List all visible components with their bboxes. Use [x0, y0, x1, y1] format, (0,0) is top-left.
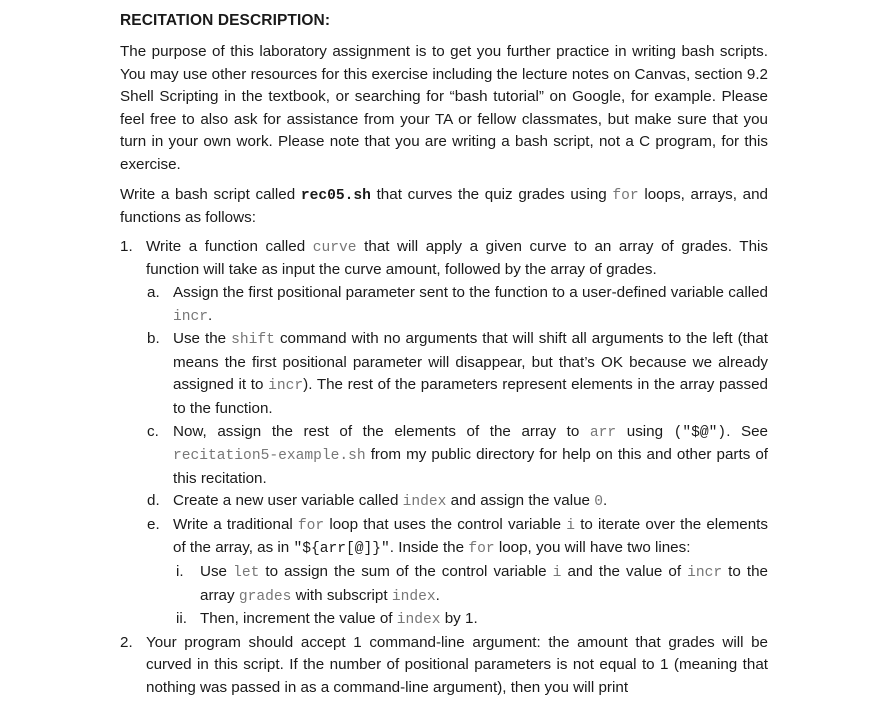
list-item-1e-i	[176, 561, 768, 608]
code-inline: 0	[594, 494, 603, 511]
code-inline: incr	[173, 308, 209, 325]
text: loop, you will have two lines:	[494, 539, 691, 557]
text: .	[435, 586, 440, 604]
code-keyword: for	[612, 187, 639, 204]
text: Assign the first positional parameter sent to the function to a user-defined variable called	[173, 283, 768, 301]
text: to assign the sum of the control variable	[259, 563, 553, 581]
text: loop that uses the control variable	[324, 515, 567, 533]
text: that will apply a given curve to an array of grades. This function will take as input the curve amount, followed by the array of grades.	[146, 237, 768, 279]
section-heading: RECITATION DESCRIPTION:	[120, 12, 331, 29]
code-inline: "${arr[@]}"	[293, 541, 390, 558]
code-inline: curve	[312, 239, 357, 256]
list-item-1a	[147, 282, 768, 328]
intro-paragraph: The purpose of this laboratory assignment is to get you further practice in writing bash scripts. You may use other resources for this exercise including the lecture notes on Canvas, section 9.2 Shell Scripting in the textbook, or searching for “bash tutorial” on Google, for example. Please feel free to also ask for assistance from your TA or fellow classmates, but make sure that you turn in your own work. Please note that you are writing a bash script, not a C program, for this exercise.	[120, 43, 768, 173]
list-item-1b	[147, 328, 769, 420]
text: Now, assign the rest of the elements of the array to	[173, 422, 590, 440]
text: . See	[726, 422, 769, 440]
text: to the array	[200, 563, 768, 604]
text: .	[208, 306, 213, 324]
code-inline: index	[396, 612, 441, 629]
text: Write a traditional	[173, 515, 298, 533]
text: Create a new user variable called	[173, 492, 403, 510]
list-marker: i.	[176, 563, 184, 581]
code-inline: shift	[231, 332, 275, 349]
text: Write a bash script called	[120, 185, 301, 203]
document-page	[120, 10, 768, 700]
list-marker: a.	[147, 283, 160, 301]
list-marker: d.	[147, 492, 160, 510]
code-keyword: for	[297, 517, 325, 534]
list-marker: e.	[147, 515, 160, 533]
list-item-1d	[147, 490, 768, 514]
text: Use	[200, 563, 234, 581]
list-item-1e-ii	[176, 608, 768, 632]
text: . Inside the	[389, 539, 469, 557]
list-marker: c.	[147, 422, 159, 440]
code-inline: index	[402, 494, 447, 511]
text: loops, arrays, and functions as follows:	[120, 185, 768, 227]
text: .	[602, 492, 608, 510]
text: Use the	[173, 330, 232, 348]
list-marker: 2.	[120, 633, 133, 651]
text: and the value of	[561, 563, 688, 581]
code-inline: ("$@")	[673, 424, 727, 441]
code-inline: grades	[238, 588, 292, 605]
text: by 1.	[440, 610, 478, 628]
list-item-2	[120, 632, 768, 700]
code-inline: index	[391, 588, 436, 605]
text: using	[616, 422, 674, 440]
text: ). The rest of the parameters represent elements in the array passed to the function.	[173, 376, 769, 417]
text: Your program should accept 1 command-line argument: the amount that grades will be curved in this script. If the number of positional parameters is not equal to 1 (meaning that nothing was passed in as a command-line argument), then you will print	[146, 633, 768, 697]
code-inline: incr	[268, 378, 304, 395]
code-inline: i	[552, 565, 562, 582]
text: command with no arguments that will shift all arguments to the left (that means the first positional parameter will disappear, but that’s OK because we already assigned it to	[173, 330, 768, 394]
text: from my public directory for help on this and other parts of this recitation.	[173, 446, 768, 487]
text: and assign the value	[446, 492, 595, 510]
task-paragraph	[120, 184, 768, 230]
code-filename: recitation5-example.sh	[173, 448, 366, 465]
list-marker: b.	[147, 330, 160, 348]
code-inline: arr	[589, 424, 617, 441]
text: to iterate over the elements of the array, as in	[173, 515, 768, 557]
text: Write a function called	[146, 237, 313, 255]
list-item-1c	[147, 421, 769, 491]
code-keyword: let	[233, 565, 260, 582]
list-marker: 1.	[120, 237, 133, 255]
code-inline: i	[566, 517, 576, 534]
text: with subscript	[291, 586, 392, 604]
code-keyword: for	[468, 541, 495, 558]
list-marker: ii.	[176, 610, 187, 628]
text: that curves the quiz grades using	[370, 185, 613, 203]
code-filename: rec05.sh	[300, 187, 371, 204]
code-inline: incr	[687, 565, 723, 582]
list-item-1	[120, 236, 768, 282]
text: Then, increment the value of	[200, 610, 397, 628]
list-item-1e	[147, 514, 768, 561]
